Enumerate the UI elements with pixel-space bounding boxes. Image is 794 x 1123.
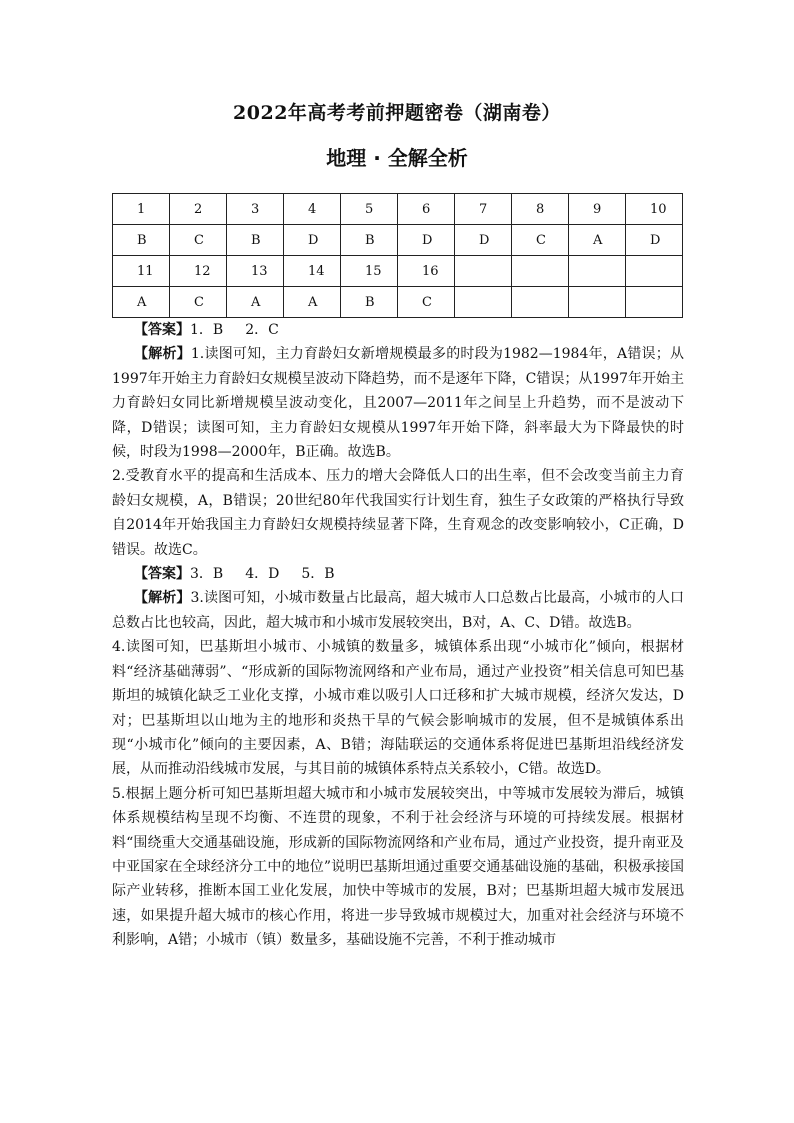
answer-item: 3．B (190, 566, 224, 583)
answer-table-cell: B (227, 225, 284, 256)
answer-table-cell: 12 (170, 256, 227, 287)
answer-table-cell (512, 287, 569, 318)
answer-table-cell (512, 256, 569, 287)
page-title: 2022年高考考前押题密卷（湖南卷） (233, 102, 561, 124)
answer-table-cell (455, 256, 512, 287)
answer-item: 4．D (245, 566, 280, 583)
answer-item: 2．C (245, 322, 279, 338)
answer-label: 【答案】 (134, 566, 190, 583)
answer-table-cell: 1 (113, 194, 170, 225)
answer-line (112, 318, 684, 342)
answer-table-cell (569, 287, 626, 318)
answer-label: 【答案】 (134, 322, 190, 338)
answer-table-row (113, 287, 683, 318)
answer-table-cell: A (227, 287, 284, 318)
paragraph-text: 1.读图可知，主力育龄妇女新增规模最多的时段为1982—1984年，A错误；从1997年开始主力育龄妇女规模呈波动下降趋势，而不是逐年下降，C错误；从1997年开始主力育龄妇女同比新增规模呈波动变化，且2007—2011年之间呈上升趋势，而不是波动下降，D错误；读图可知，主力育龄妇女规模从1997年开始下降，斜率最大为下降最快的时候，时段为1998—2000年，B正确。故选B。 (112, 346, 684, 461)
answer-table-cell: 6 (398, 194, 455, 225)
answer-table-cell: A (569, 225, 626, 256)
explanation-paragraph (112, 586, 684, 635)
answer-line (112, 562, 684, 586)
answer-table-row (113, 225, 683, 256)
answer-table-cell: D (626, 225, 683, 256)
answer-table-cell: 5 (341, 194, 398, 225)
answer-table-cell: 14 (284, 256, 341, 287)
paragraph-text: 4.读图可知，巴基斯坦小城市、小城镇的数量多，城镇体系出现“小城市化”倾向，根据材料“经济基础薄弱”、“形成新的国际物流网络和产业布局，通过产业投资”相关信息可知巴基斯坦的城镇化缺乏工业化支撑，小城市难以吸引人口迁移和扩大城市规模，经济欠发达，D对；巴基斯坦以山地为主的地形和炎热干旱的气候会影响城市的发展，但不是城镇体系出现“小城市化”倾向的主要因素，A、B错；海陆联运的交通体系将促进巴基斯坦沿线经济发展，从而推动沿线城市发展，与其目前的城镇体系特点关系较小，C错。故选D。 (112, 639, 684, 778)
answer-table-cell: 3 (227, 194, 284, 225)
answer-table-cell: A (284, 287, 341, 318)
answer-table-cell: 13 (227, 256, 284, 287)
answer-table-cell: A (113, 287, 170, 318)
answer-table-cell: D (284, 225, 341, 256)
paragraph-text: 5.根据上题分析可知巴基斯坦超大城市和小城市发展较突出，中等城市发展较为滞后，城镇体系规模结构呈现不均衡、不连贯的现象，不利于社会经济与环境的可持续发展。根据材料“围绕重大交通基础设施，形成新的国际物流网络和产业布局，通过产业投资，提升南亚及中亚国家在全球经济分工中的地位”说明巴基斯坦通过重要交通基础设施的基础，积极承接国际产业转移，推断本国工业化发展，加快中等城市的发展，B对；巴基斯坦超大城市发展迅速，如果提升超大城市的核心作用，将进一步导致城市规模过大，加重对社会经济与环境不利影响，A错；小城市（镇）数量多，基础设施不完善，不利于推动城市 (112, 785, 684, 949)
answer-table-cell: B (113, 225, 170, 256)
answer-item: 1．B (190, 322, 224, 338)
answer-table (112, 193, 683, 318)
explanation-paragraph (112, 464, 684, 562)
answer-table-cell: 16 (398, 256, 455, 287)
answer-table-cell: D (398, 225, 455, 256)
answer-table-cell: 15 (341, 256, 398, 287)
analysis-label: 【解析】 (134, 346, 191, 363)
answer-table-cell (455, 287, 512, 318)
explanation-paragraph (112, 782, 684, 953)
explanation-body (112, 318, 684, 953)
answer-table-cell: 8 (512, 194, 569, 225)
answer-item: 5．B (301, 566, 335, 583)
answer-table-row (113, 194, 683, 225)
explanation-paragraph (112, 635, 684, 781)
page-subtitle: 地理 · 全解全析 (326, 146, 468, 170)
answer-table-cell: C (170, 287, 227, 318)
paragraph-text: 2.受教育水平的提高和生活成本、压力的增大会降低人口的出生率，但不会改变当前主力育龄妇女规模，A，B错误；20世纪80年代我国实行计划生育，独生子女政策的严格执行导致自2014年开始我国主力育龄妇女规模持续显著下降，生育观念的改变影响较小，C正确，D错误。故选C。 (112, 468, 684, 558)
analysis-label: 【解析】 (134, 590, 191, 607)
answer-table-cell: C (512, 225, 569, 256)
answer-table-cell: 10 (626, 194, 683, 225)
answer-table-cell (626, 287, 683, 318)
answer-table-cell: B (341, 225, 398, 256)
answer-table-cell: C (170, 225, 227, 256)
answer-table-cell: B (341, 287, 398, 318)
explanation-paragraph (112, 342, 684, 464)
answer-table-cell: 9 (569, 194, 626, 225)
answer-table-cell: C (398, 287, 455, 318)
answer-table-cell: 4 (284, 194, 341, 225)
answer-table-cell: 2 (170, 194, 227, 225)
paragraph-text: 3.读图可知，小城市数量占比最高，超大城市人口总数占比最高，小城市的人口总数占比也较高，因此，超大城市和小城市发展较突出，B对，A、C、D错。故选B。 (112, 590, 685, 631)
answer-table-cell (569, 256, 626, 287)
answer-table-cell: 11 (113, 256, 170, 287)
answer-table-cell (626, 256, 683, 287)
answer-table-cell: 7 (455, 194, 512, 225)
answer-table-row (113, 256, 683, 287)
answer-table-cell: D (455, 225, 512, 256)
